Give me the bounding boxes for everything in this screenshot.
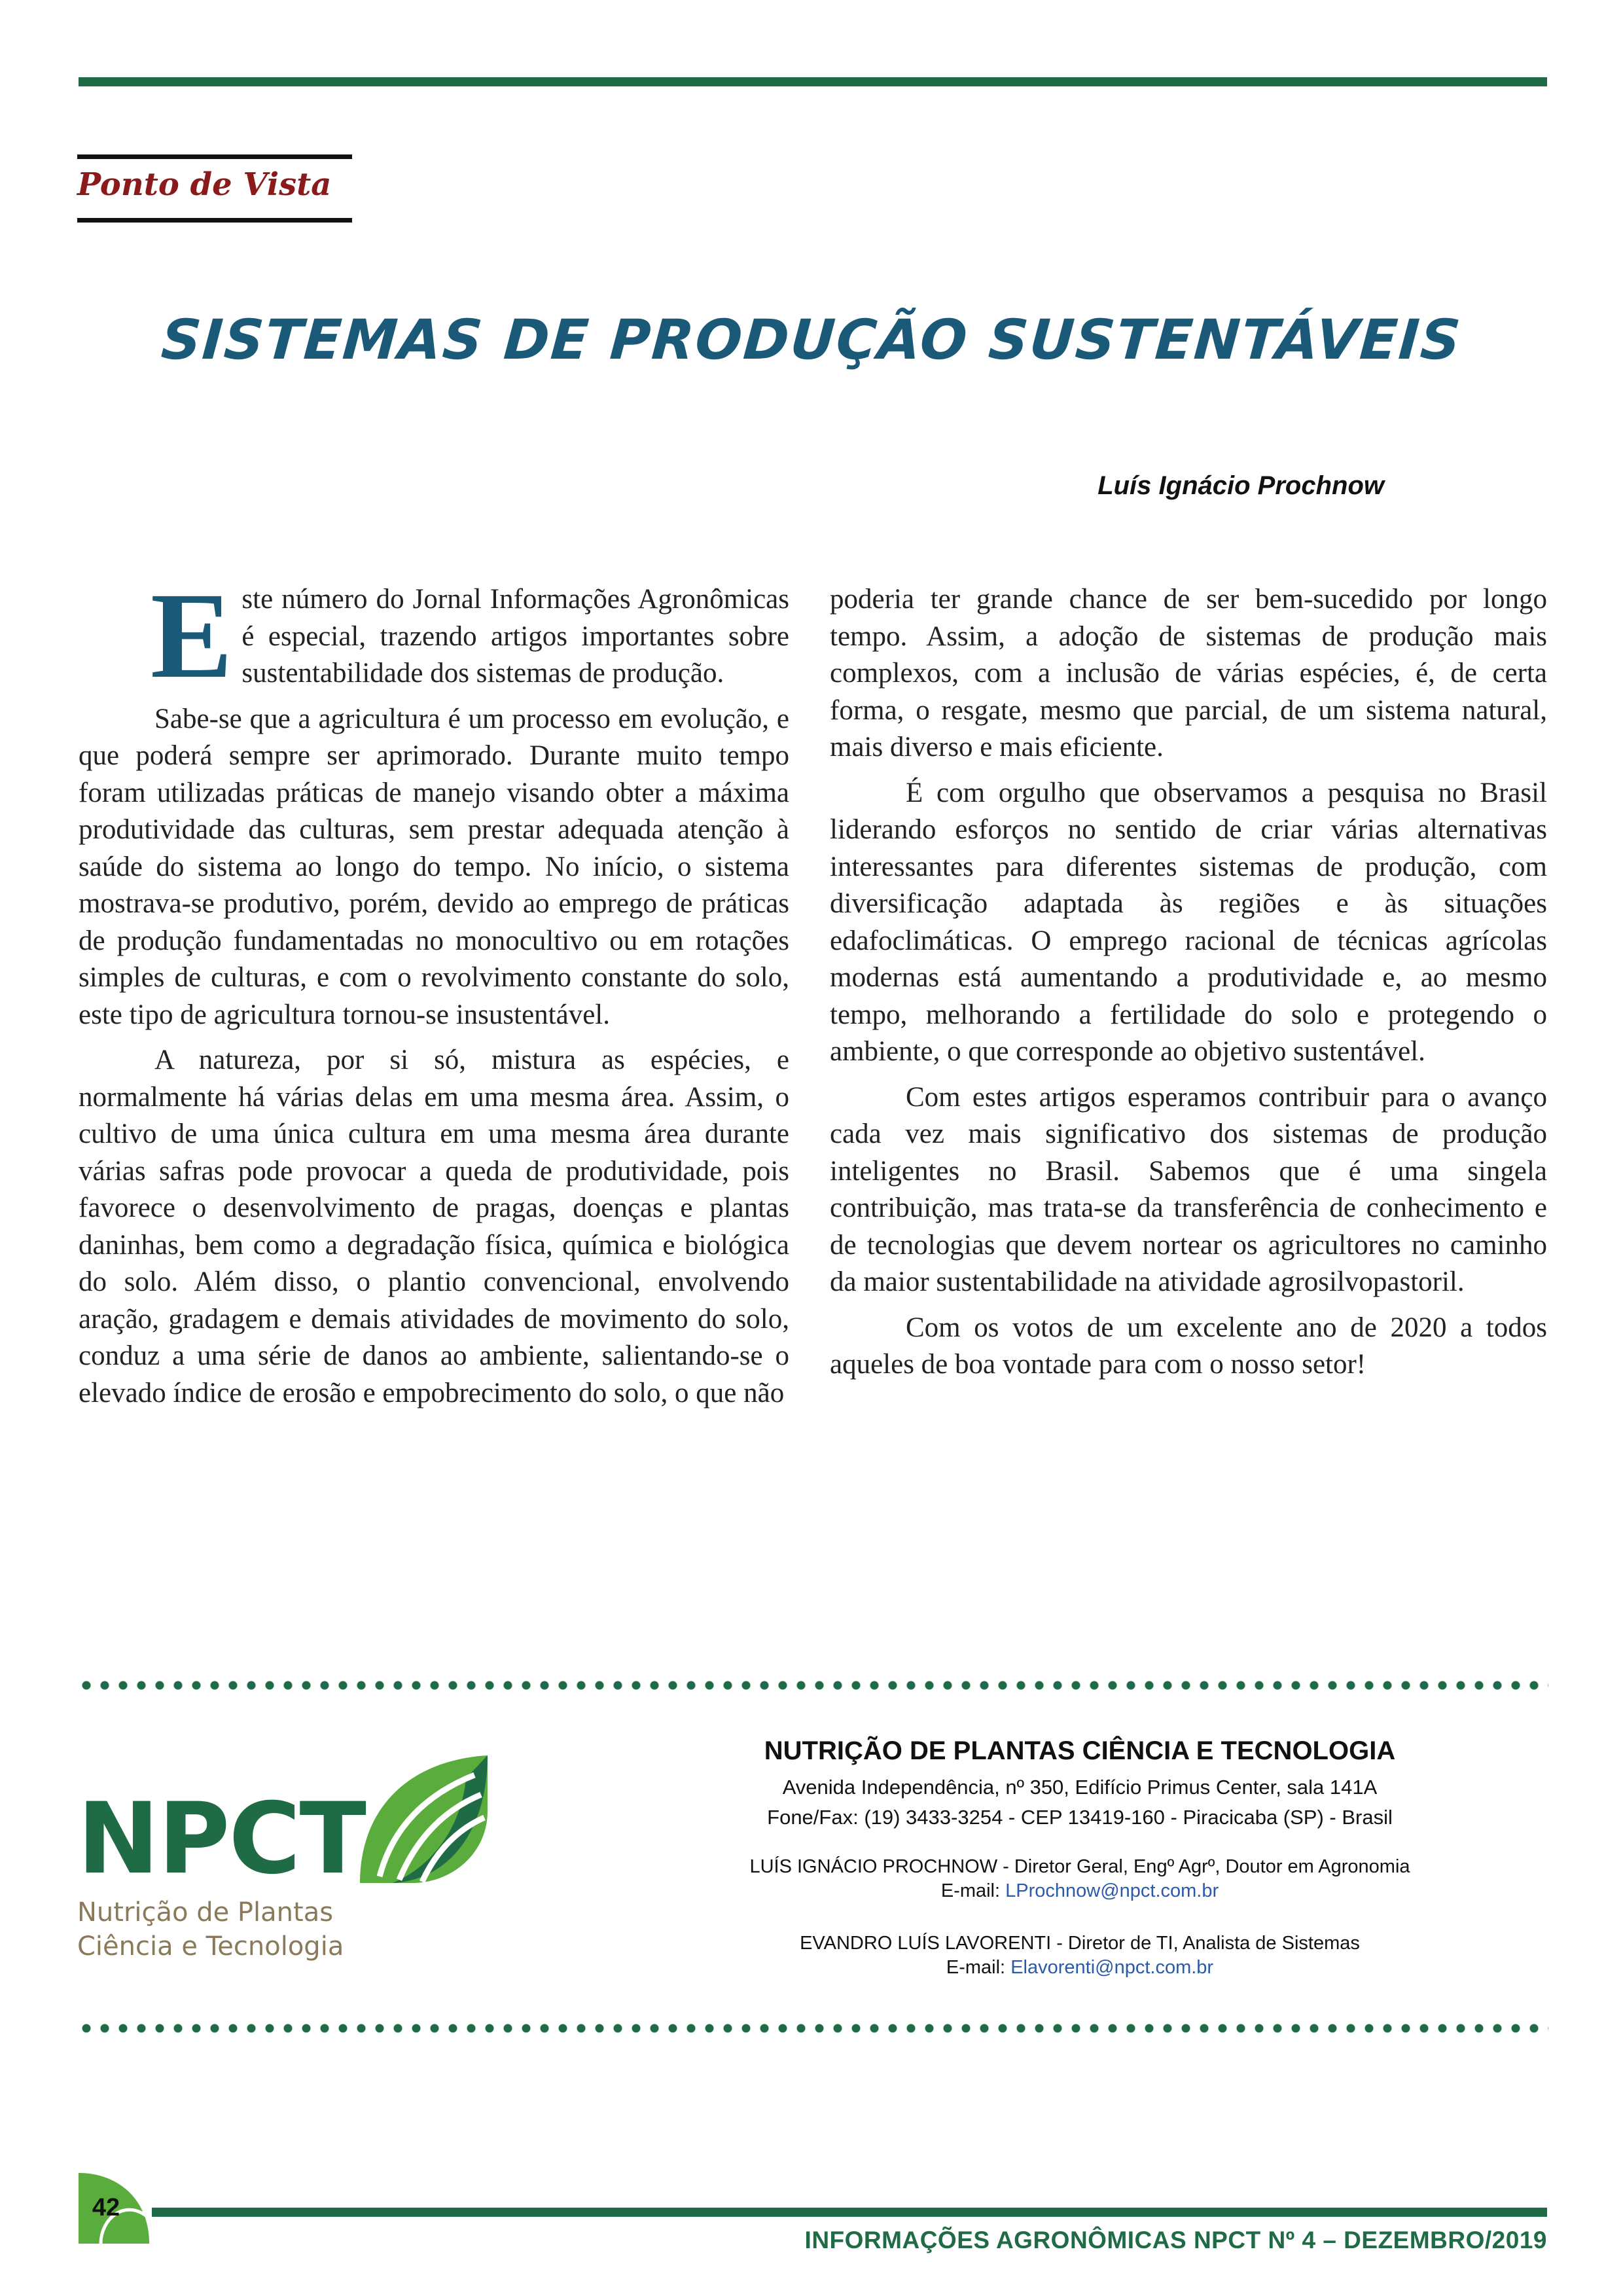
logo-subtitle-line2: Ciência e Tecnologia — [77, 1931, 344, 1962]
contact-email-2 — [720, 1957, 1440, 1979]
email-link-1[interactable]: LProchnow@npct.com.br — [1005, 1880, 1219, 1901]
org-name: NUTRIÇÃO DE PLANTAS CIÊNCIA E TECNOLOGIA — [764, 1736, 1396, 1765]
paragraph: poderia ter grande chance de ser bem-sucedido por longo tempo. Assim, a adoção de sistemas de produção mais complexos, com a inclusão de várias espécies, é, de certa forma, o resgate, mesmo que parcial, de um sistema natural, mais diverso e mais eficiente. — [830, 584, 1547, 762]
org-address: Avenida Independência, nº 350, Edifício Primus Center, sala 141A — [782, 1776, 1378, 1799]
paragraph: É com orgulho que observamos a pesquisa no Brasil liderando esforços no sentido de criar várias alternativas interessantes para diferentes sistemas de produção, com diversificação adaptada às regiões e às situações edafoclimáticas. O emprego racional de técnicas agrícolas modernas está aumentando a produtividade e, ao mesmo tempo, melhorando a fertilidade do solo e protegendo o ambiente, o que corresponde ao objetivo sustentável. — [830, 777, 1547, 1067]
drop-cap: E — [151, 567, 233, 704]
article-column-left — [79, 567, 789, 1412]
footer-rule — [152, 2208, 1547, 2217]
email-label: E-mail: — [940, 1880, 1006, 1901]
leaf-logo-icon — [353, 1749, 491, 1888]
paragraph: Com os votos de um excelente ano de 2020 a todos aqueles de boa vontade para com o nosso setor! — [830, 1312, 1547, 1380]
contact-person-2: EVANDRO LUÍS LAVORENTI - Diretor de TI, Analista de Sistemas — [800, 1933, 1360, 1954]
paragraph: ste número do Jornal Informações Agronômicas é especial, trazendo artigos importantes sobre sustentabilidade dos sistemas de produção. — [241, 584, 789, 689]
paragraph: A natureza, por si só, mistura as espécies, e normalmente há várias delas em uma mesma área. Assim, o cultivo de uma única cultura em uma mesma área durante várias safras pode provocar a queda de produtividade, pois favorece o desenvolvimento de pragas, doenças e plantas daninhas, bem como a degradação física, química e biológica do solo. Além disso, o plantio convencional, envolvendo aração, gradagem e demais atividades de movimento do solo, conduz a uma série de danos ao ambiente, salientando-se o elevado índice de erosão e empobrecimento do solo, o que não — [79, 1045, 789, 1408]
article-author: Luís Ignácio Prochnow — [1097, 471, 1384, 500]
section-label: Ponto de Vista — [77, 166, 332, 203]
top-rule — [79, 77, 1547, 86]
logo-subtitle-line1: Nutrição de Plantas — [77, 1897, 334, 1928]
page-number: 42 — [92, 2194, 120, 2221]
org-phone: Fone/Fax: (19) 3433-3254 - CEP 13419-160 - Piracicaba (SP) - Brasil — [767, 1806, 1393, 1829]
article-title: SISTEMAS DE PRODUÇÃO SUSTENTÁVEIS — [159, 308, 1464, 372]
contact-email-1 — [720, 1880, 1440, 1902]
contact-person-1: LUÍS IGNÁCIO PROCHNOW - Diretor Geral, Engº Agrº, Doutor em Agronomia — [749, 1856, 1410, 1877]
paragraph: Sabe-se que a agricultura é um processo em evolução, e que poderá sempre ser aprimorado. Durante muito tempo foram utilizadas práticas de manejo visando obter a máxima produtividade das culturas, sem prestar adequada atenção à saúde do sistema ao longo do tempo. No início, o sistema mostrava-se produtivo, porém, devido ao emprego de práticas de produção fundamentadas no monocultivo ou em rotações simples de culturas, e com o revolvimento constante do solo, este tipo de agricultura tornou-se insustentável. — [79, 703, 789, 1030]
email-label: E-mail: — [946, 1957, 1011, 1978]
npct-logo-text: NPCT — [77, 1782, 365, 1896]
logo-subtitle — [77, 1895, 344, 1964]
email-link-2[interactable]: Elavorenti@npct.com.br — [1010, 1957, 1214, 1978]
paragraph: Com estes artigos esperamos contribuir para o avanço cada vez mais significativo dos sistemas de produção inteligentes no Brasil. Sabemos que é uma singela contribuição, mas trata-se da transferência de conhecimento e de tecnologias que devem nortear os agricultores no caminho da maior sustentabilidade na atividade agrosilvopastoril. — [830, 1081, 1547, 1297]
article-column-right — [830, 581, 1547, 1384]
publication-footer: INFORMAÇÕES AGRONÔMICAS NPCT Nº 4 – DEZEMBRO/2019 — [804, 2227, 1547, 2253]
dotted-divider-top — [77, 1681, 1548, 1690]
dotted-divider-bottom — [77, 2024, 1548, 2033]
